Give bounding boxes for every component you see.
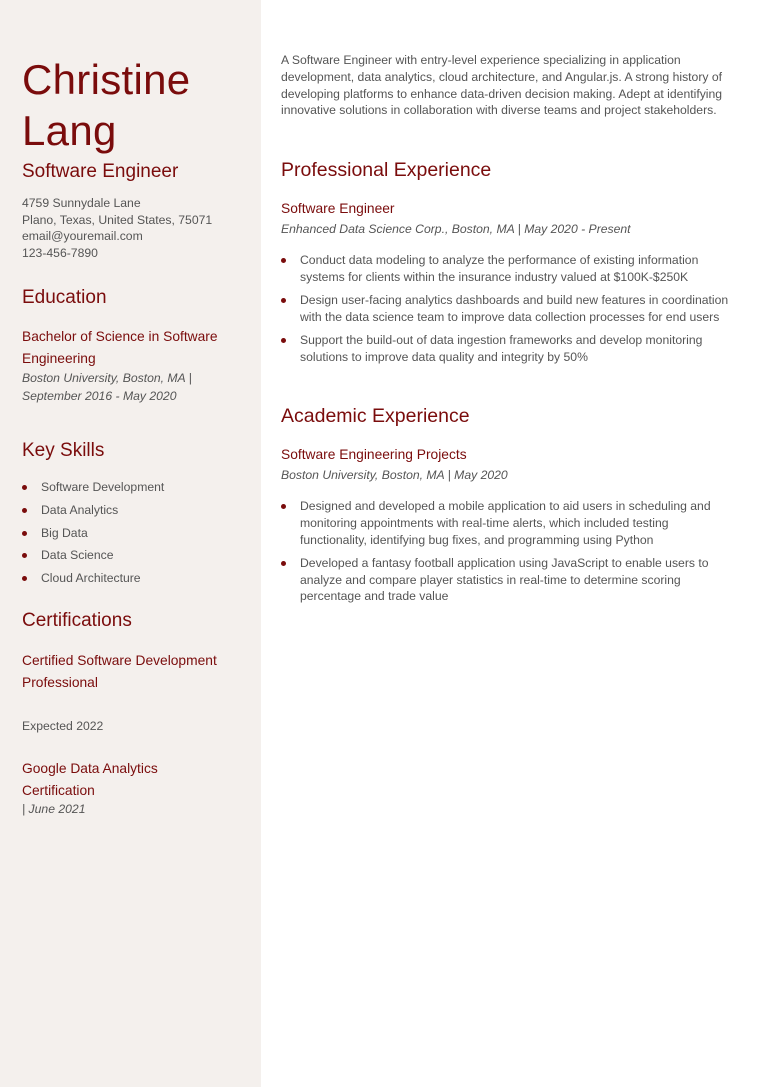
bullet-item xyxy=(281,332,737,366)
professional-role: Software Engineer xyxy=(281,201,395,216)
certifications-heading: Certifications xyxy=(22,610,132,631)
academic-heading: Academic Experience xyxy=(281,405,470,427)
bullet-dot xyxy=(281,338,286,343)
skill-label: Data Analytics xyxy=(41,502,119,517)
summary: A Software Engineer with entry-level experience specializing in application development, data analytics, cloud architecture, and Angular.js. A strong history of developing platforms to enhance data-driven decision making. Adept at identifying innovative solutions in collaboration with diverse teams and project stakeholders. xyxy=(281,53,723,118)
skills-list xyxy=(22,476,164,590)
address-line-2: Plano, Texas, United States, 75071 xyxy=(22,212,213,227)
degree-title: Bachelor of Science in Software Engineering xyxy=(22,329,218,366)
skills-heading: Key Skills xyxy=(22,440,105,461)
skill-item xyxy=(22,522,164,545)
bullet-text: Support the build-out of data ingestion frameworks and develop monitoring solutions to improve data quality and integrity by 50% xyxy=(300,332,703,364)
professional-bullets xyxy=(281,252,737,372)
academic-role: Software Engineering Projects xyxy=(281,447,467,462)
professional-heading: Professional Experience xyxy=(281,159,492,181)
education-dates: September 2016 - May 2020 xyxy=(22,389,177,403)
education-meta xyxy=(22,369,252,405)
skill-item xyxy=(22,499,164,522)
email: email@youremail.com xyxy=(22,229,143,244)
certification-date: Expected 2022 xyxy=(22,719,104,733)
certification-name: Google Data Analytics Certification xyxy=(22,761,158,798)
address-line-1: 4759 Sunnydale Lane xyxy=(22,196,141,210)
first-name: Christine xyxy=(22,56,191,103)
certification-name: Certified Software Development Professional xyxy=(22,653,217,690)
bullet-dot xyxy=(281,504,286,509)
certification-date: | June 2021 xyxy=(22,802,86,816)
bullet-item xyxy=(281,498,737,548)
skill-label: Data Science xyxy=(41,548,114,563)
bullet-dot xyxy=(281,258,286,263)
bullet-dot xyxy=(22,531,27,536)
bullet-dot xyxy=(22,576,27,581)
phone: 123-456-7890 xyxy=(22,245,98,260)
skill-label: Big Data xyxy=(41,525,88,540)
bullet-text: Developed a fantasy football application using JavaScript to enable users to analyze and compare player statistics in real-time to determine scoring percentage and trade value xyxy=(300,555,709,604)
contact-block xyxy=(22,195,252,261)
skill-item xyxy=(22,544,164,567)
education-heading: Education xyxy=(22,287,107,308)
bullet-dot xyxy=(281,298,286,303)
job-title: Software Engineer xyxy=(22,161,179,182)
bullet-text: Design user-facing analytics dashboards and build new features in coordination with the data science team to improve data collection processes for end users xyxy=(300,292,729,324)
sidebar xyxy=(0,0,261,1087)
skill-item xyxy=(22,567,164,590)
main-column xyxy=(261,0,768,1087)
last-name: Lang xyxy=(22,107,117,154)
professional-meta: Enhanced Data Science Corp., Boston, MA | May 2020 - Present xyxy=(281,222,631,236)
education-school: Boston University, Boston, MA | xyxy=(22,371,192,385)
bullet-item xyxy=(281,292,737,326)
academic-meta: Boston University, Boston, MA | May 2020 xyxy=(281,468,508,482)
skill-label: Cloud Architecture xyxy=(41,571,141,586)
bullet-text: Conduct data modeling to analyze the performance of existing information systems for clients within the insurance industry valued at $100K-$250K xyxy=(300,253,699,284)
bullet-dot xyxy=(22,553,27,558)
bullet-item xyxy=(281,252,737,286)
bullet-item xyxy=(281,555,737,605)
bullet-dot xyxy=(22,485,27,490)
bullet-dot xyxy=(281,561,286,566)
academic-bullets xyxy=(281,498,737,612)
bullet-text: Designed and developed a mobile application to aid users in scheduling and monitoring appointments with real-time alerts, which included testing functionality, identifying bug fixes, and programming using Python xyxy=(300,499,711,547)
bullet-dot xyxy=(22,508,27,513)
skill-label: Software Development xyxy=(41,480,165,494)
skill-item xyxy=(22,476,164,499)
